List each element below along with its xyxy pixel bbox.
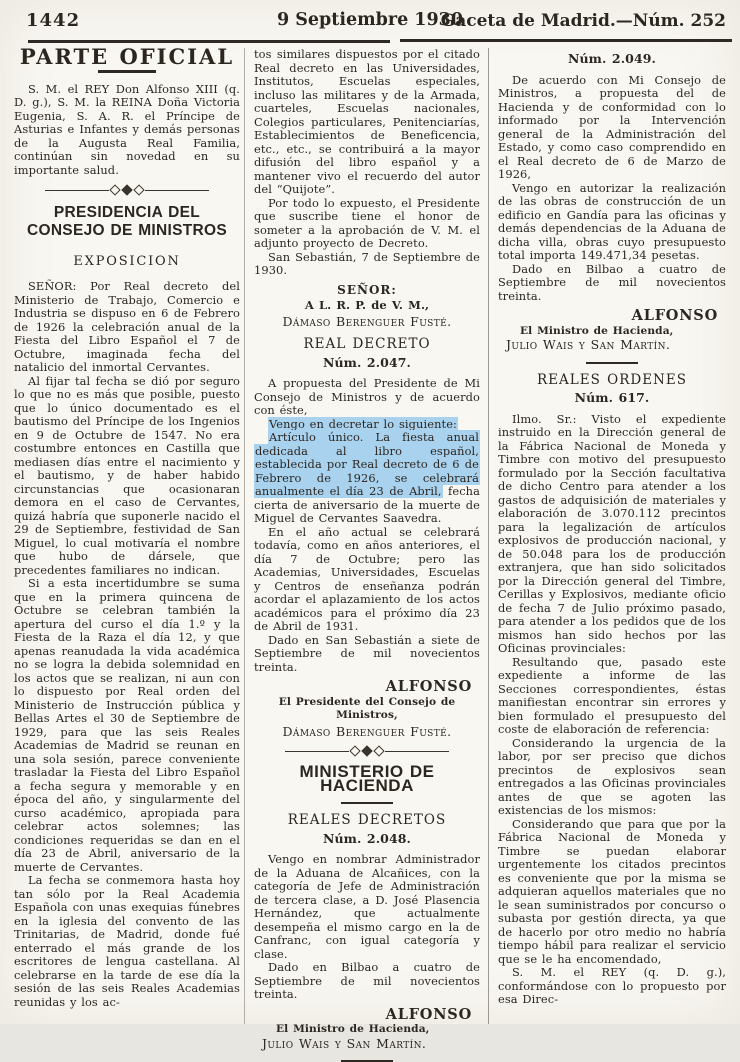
heading-exposicion: EXPOSICION xyxy=(73,253,181,269)
column-rule-1 xyxy=(244,48,245,1024)
signature-berenguer-2: Dámaso Berenguer Fusté. xyxy=(282,723,452,739)
paragraph-acuerdo-consejo: De acuerdo con Mi Consejo de Ministros, a propuesta del de Hacienda y de conformidad con lo informado por la Intervención general de la Administración del Estado, y como caso comprendido en el Real decreto de 6 de Marzo de 1926, xyxy=(498,72,726,181)
line-senor: SEÑOR: xyxy=(337,282,397,297)
heading-num-2048: Núm. 2.048. xyxy=(322,830,412,846)
heading-reales-decretos: REALES DECRETOS xyxy=(287,812,447,828)
heading-num-617: Núm. 617. xyxy=(574,390,650,405)
heading-rule xyxy=(98,70,156,73)
paragraph-dado-sansebastian: Dado en San Sebastián a siete de Septiembre de mil novecientos treinta. xyxy=(254,632,480,674)
heading-parte-oficial: PARTE OFICIAL xyxy=(19,44,235,69)
heading-presidencia: PRESIDENCIA DEL CONSEJO DE MINISTROS xyxy=(26,204,228,240)
paragraph-expediente: Ilmo. Sr.: Visto el expediente instruido en la Dirección general de la Fábrica Nacional de Moneda y Timbre con motivo del presupuesto formulado por la Sección facultativa de dicho Centro para atender a los gastos de adquisición de materiales y elaboración de 3.070.112 precintos para la legalización de artículos explosivos de producción nacional, y de 50.048 para los de producción extranjera, que han sido solicitados por la Dirección general del Timbre, Cerillas y Explosivos, mediante oficio de fecha 7 de Julio próximo pasado, para atender a los pedidos que de los mismos han sido hechos por las Oficinas provinciales: xyxy=(498,411,726,655)
signature-alfonso-2: ALFONSO xyxy=(385,1005,472,1023)
line-place-date: San Sebastián, 7 de Septiembre de 1930. xyxy=(254,249,480,277)
paragraph-autorizar-obras: Vengo en autorizar la realización de las obras de construcción de un edificio en Gandía para las oficinas y demás dependencias de la Aduana de dicha villa, obras cuyo presupuesto total importa 149.471,34 pesetas. xyxy=(498,180,726,262)
paragraph-considerando-2: Considerando que para que por la Fábrica Nacional de Moneda y Timbre se puedan elaborar urgentemente los citados precintos es conveniente que por la misma se adquieran aquellos materiales que no le sean suministrados por concurso o subasta por gestión directa, ya que de hacerlo por otro medio no habría tiempo hábil para realizar el servicio que se le ha encomendado, xyxy=(498,816,726,966)
paragraph-vengo-decretar xyxy=(254,418,480,432)
signature-berenguer: Dámaso Berenguer Fusté. xyxy=(282,313,452,329)
signature-alfonso-1: ALFONSO xyxy=(385,678,472,695)
ornament-divider xyxy=(14,186,240,194)
paragraph-ano-actual: En el año actual se celebrará todavía, como en años anteriores, el día 7 de Octubre; pero las Academias, Universidades, Escuelas y Centros de enseñanza podrán acordar el aplazamiento de los actos académicos para el próximo día 23 de Abril de 1931. xyxy=(254,524,480,633)
masthead-title: Gaceta de Madrid.—Núm. 252 xyxy=(440,11,726,31)
paragraph-por-todo: Por todo lo expuesto, el Presidente que suscribe tiene el honor de someter a la aprobación de V. M. el adjunto proyecto de Decreto. xyxy=(254,195,480,250)
paragraph-propuesta: A propuesta del Presidente de Mi Consejo de Ministros y de acuerdo con éste, xyxy=(254,376,480,417)
line-alrp: A L. R. P. de V. M., xyxy=(304,298,430,312)
paragraph-dado-bilbao: Dado en Bilbao a cuatro de Septiembre de mil novecientos treinta. xyxy=(254,960,480,1001)
role-ministro-hacienda-2: El Ministro de Hacienda, xyxy=(520,324,674,337)
paragraph-articulo-rest: fecha cierta de aniversario de la muerte de Miguel de Cervantes Saavedra. xyxy=(254,484,480,525)
column-3 xyxy=(498,48,726,1024)
paragraph-nombrar-administrador: Vengo en nombrar Administrador de la Aduana de Alcañices, con la categoría de Jefe de Administración de tercera clase, a D. José Plasencia Hernández, que actualmente desempeña el mismo cargo en la de Canfranc, con igual categoría y clase. xyxy=(254,852,480,961)
highlighted-text-1: Vengo en decretar lo siguiente: xyxy=(269,416,457,431)
column-rule-2 xyxy=(488,48,489,1024)
signature-alfonso-3: ALFONSO xyxy=(631,307,718,324)
paragraph-resultando: Resultando que, pasado este expediente a informe de las Secciones correspondientes, éstas manifiestan encontrar sin errores y bien formulado el presupuesto del coste de elaboración de referencia: xyxy=(498,654,726,736)
issue-date: 9 Septiembre 1930 xyxy=(276,10,464,30)
paragraph-articulo-unico xyxy=(254,431,480,526)
column-1 xyxy=(14,44,240,1024)
paragraph-exposicion-2: Al fijar tal fecha se dió por seguro lo que no es más que posible, puesto que lo único documentado es el bautismo del Príncipe de los Ingenios en 9 de Octubre de 1547. No era costumbre entonces en Castilla que mediasen días entre el nacimiento y el bautismo, y de haber habido circunstancias que ocasionaran demora en el caso de Cervantes, quizá habría que suponerle nacido el 29 de Septiembre, festividad de San Miguel, lo cual motivaría el nombre que hubo de dársele, que precedentes familiares no indican. xyxy=(14,373,240,577)
heading-ministerio-hacienda: MINISTERIO DE HACIENDA xyxy=(299,762,435,795)
page-header xyxy=(0,8,740,38)
column-2 xyxy=(254,47,480,1051)
role-presidente: El Presidente del Consejo de Ministros, xyxy=(278,695,456,721)
ornament-divider xyxy=(254,747,480,755)
paragraph-dado-bilbao-2: Dado en Bilbao a cuatro de Septiembre de mil novecientos treinta. xyxy=(498,261,726,303)
signature-wais: Julio Wais y San Martín. xyxy=(262,1035,427,1051)
page-number: 1442 xyxy=(26,10,81,31)
signature-wais-2: Julio Wais y San Martín. xyxy=(506,337,671,352)
heading-real-decreto: REAL DECRETO xyxy=(303,336,431,352)
heading-num-2047: Núm. 2.047. xyxy=(322,354,412,370)
paragraph-exposicion-3: Si a esta incertidumbre se suma que en la primera quincena de Octubre se celebran también la apertura del curso el día 1.º y la Fiesta de la Raza el día 12, y que apenas reanudada la vida académica no se logra la debida solemnidad en los actos que se realizan, ni aun con lo dispuesto por Real orden del Ministerio de Instrucción pública y Bellas Artes el 30 de Septiembre de 1929, para que las seis Reales Academias de Madrid se reunan en una sola sesión, parece conveniente trasladar la Fiesta del Libro Español a fecha segura y memorable y en época del año, y singularmente del curso académico, apropiada para celebrar actos solemnes; las condiciones requeridas se dan en el día 23 de Abril, aniversario de la muerte de Cervantes. xyxy=(14,576,240,874)
paragraph-continuation: tos similares dispuestos por el citado Real decreto en las Universidades, Institutos, Escuelas especiales, incluso las militares y de la Armada, cuarteles, Escuelas nacionales, Colegios particulares, Penitenciarías, Establecimientos de Beneficencia, etc., etc., se contribuirá a la mayor difusión del libro español y a mantener vivo el recuerdo del autor del “Quijote”. xyxy=(254,47,480,196)
paragraph-royal-health: S. M. el REY Don Alfonso XIII (q. D. g.), S. M. la REINA Doña Victoria Eugenia, S. A. R. el Príncipe de Asturias e Infantes y demás personas de la Augusta Real Familia, continúan sin novedad en su importante salud. xyxy=(14,81,240,177)
paragraph-considerando-1: Considerando la urgencia de la labor, por ser preciso que dichos precintos de explosivos sean entregados a las Oficinas provinciales antes de que se agoten las existencias de los mismos: xyxy=(498,735,726,817)
paragraph-exposicion-1: SEÑOR: Por Real decreto del Ministerio de Trabajo, Comercio e Industria se dispuso en 6 de Febrero de 1926 la celebración anual de la Fiesta del Libro Español el 7 de Octubre, imaginada fecha del natalicio del inmortal Cervantes. xyxy=(14,279,240,375)
heading-num-2049: Núm. 2.049. xyxy=(567,51,657,66)
header-rule-right xyxy=(400,39,732,42)
heading-reales-ordenes: REALES ORDENES xyxy=(537,371,687,388)
paragraph-exposicion-4: La fecha se conmemora hasta hoy tan sólo por la Real Academia Española con unas exequias fúnebres en la iglesia del convento de las Trinitarias, de Madrid, donde fué enterrado el más grande de los escritores de lengua castellana. Al celebrarse en la tarde de ese día la sesión de las seis Reales Academias reunidas y los ac- xyxy=(14,873,240,1009)
highlighted-text-2: Artículo único. La fiesta anual dedicada al libro español, establecida por Real decreto de 6 de Febrero de 1926, se celebrará anualmente el día 23 de Abril, xyxy=(255,430,479,498)
section-divider-rule xyxy=(586,362,638,364)
paragraph-rey-conformandose: S. M. el REY (q. D. g.), conformándose con lo propuesto por esa Direc- xyxy=(498,965,726,1006)
role-ministro-hacienda: El Ministro de Hacienda, xyxy=(276,1023,430,1035)
header-rule-left xyxy=(28,40,390,43)
heading-rule xyxy=(341,802,393,804)
